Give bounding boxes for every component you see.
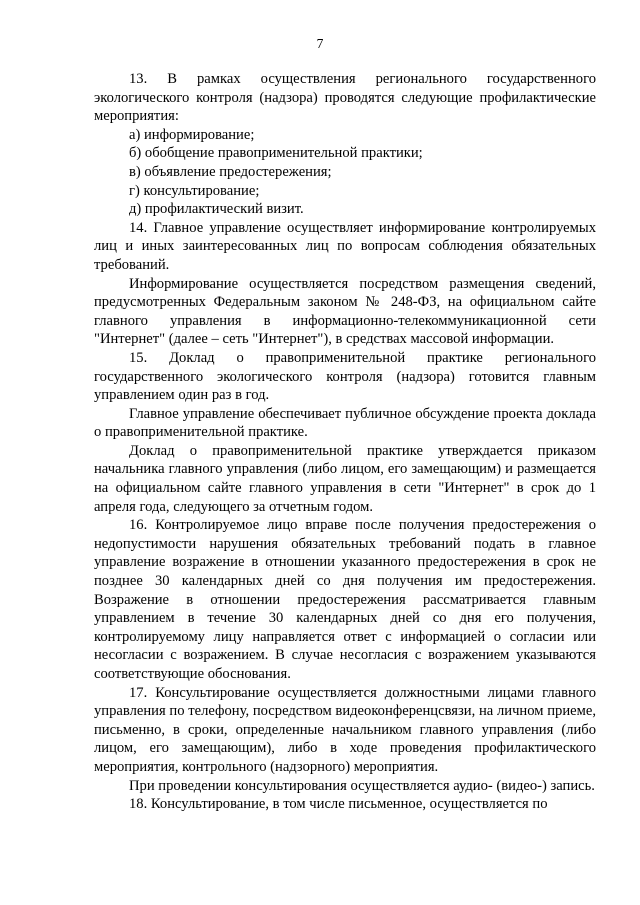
paragraph-public-discussion: Главное управление обеспечивает публичное обсуждение проекта доклада о правоприменительной практике. [94,405,596,441]
list-item-b: б) обобщение правоприменительной практики; [129,145,423,162]
paragraph-17: 17. Консультирование осуществляется должностными лицами главного управления по телефону, посредством видеоконференцсвязи, на личном приеме, письменно, в сроки, определенные начальником главного управления (либо лицом, его замещающим), либо в ходе проведения профилактического мероприятия, контрольного (надзорного) мероприятия. [94,684,596,775]
page-number: 7 [316,36,324,51]
list-item-d: д) профилактический визит. [129,201,304,218]
paragraph-15: 15. Доклад о правоприменительной практике регионального государственного экологического контроля (надзора) готовится главным управлением один раз в год. [94,349,596,404]
paragraph-14: 14. Главное управление осуществляет информирование контролируемых лиц и иных заинтересованных лиц по вопросам соблюдения обязательных требований. [94,219,596,273]
list-item-v: в) объявление предостережения; [129,163,332,180]
paragraph-recording: При проведении консультирования осуществляется аудио- (видео-) запись. [129,777,595,794]
paragraph-13: 13. В рамках осуществления регионального государственного экологического контроля (надзора) проводятся следующие профилактические мероприятия: [94,71,596,125]
paragraph-16: 16. Контролируемое лицо вправе после получения предостережения о недопустимости нарушения обязательных требований подать в главное управление возражение в отношении указанного предостережения в срок не позднее 30 календарных дней со дня получения им предостережения. Возражение в отношении предостережения рассматривается главным управлением в течение 30 календарных дней со дня его получения, контролируемому лицу направляется ответ с информацией о согласии или несогласии с возражением. В случае несогласия с возражением указываются соответствующие обоснования. [94,517,596,682]
list-item-a: а) информирование; [129,126,255,143]
paragraph-18: 18. Консультирование, в том числе письменное, осуществляется по [129,796,548,813]
document-body [94,70,596,814]
list-item-g: г) консультирование; [129,182,260,199]
paragraph-report-approval: Доклад о правоприменительной практике утверждается приказом начальника главного управления (либо лицом, его замещающим) и размещается на официальном сайте главного управления в сети "Интернет" в срок до 1 апреля года, следующего за отчетным годом. [94,442,596,515]
paragraph-informing: Информирование осуществляется посредством размещения сведений, предусмотренных Федеральным законом № 248-ФЗ, на официальном сайте главного управления в информационно-телекоммуникационной сети "Интернет" (далее – сеть "Интернет"), в средствах массовой информации. [94,275,596,348]
